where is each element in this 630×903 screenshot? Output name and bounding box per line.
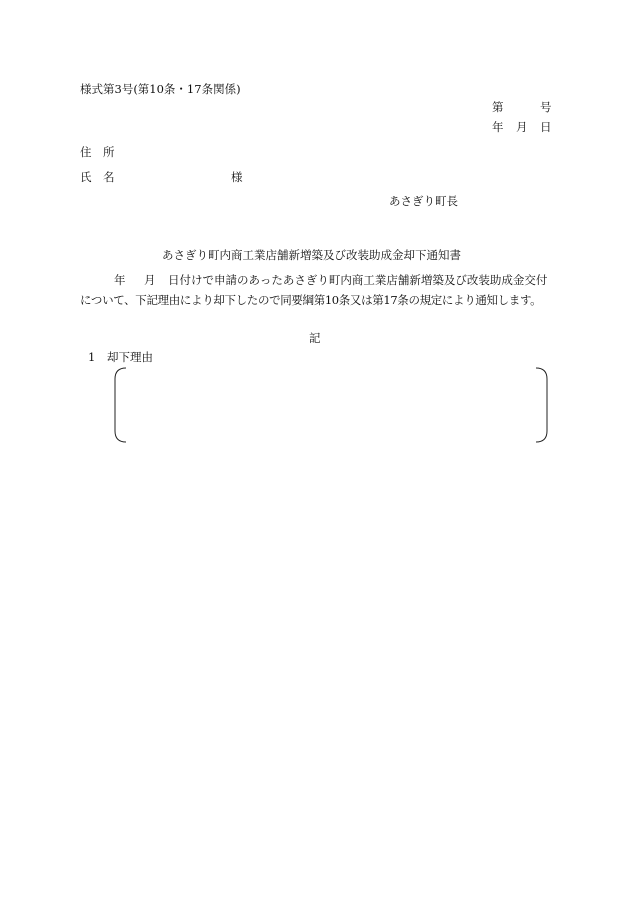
- reason-label: 却下理由: [107, 350, 153, 364]
- document-number-prefix: 第: [492, 100, 504, 114]
- right-bracket: [536, 368, 547, 442]
- honorific-sama: 様: [231, 170, 243, 184]
- name-label: 氏 名: [80, 170, 115, 184]
- document-title: あさぎり町内商工業店舗新増築及び改装助成金却下通知書: [162, 248, 461, 262]
- body-line-1: [80, 270, 552, 290]
- reason-bracket-box: [112, 366, 550, 444]
- address-label: 住 所: [80, 145, 115, 159]
- reason-number: 1: [88, 350, 96, 364]
- body-line1-text: 日付けで申請のあったあさぎり町内商工業店舗新増築及び改装助成金交付: [168, 273, 548, 287]
- body-paragraph: [80, 270, 552, 310]
- reason-brackets: [112, 366, 550, 444]
- form-label: 様式第3号(第10条・17条関係): [80, 82, 241, 96]
- left-bracket: [115, 368, 126, 442]
- body-line-2: について、下記理由により却下したので同要綱第10条又は第17条の規定により通知します。: [80, 293, 542, 307]
- document-number-suffix: 号: [540, 100, 552, 114]
- ki-heading: 記: [309, 331, 321, 345]
- sender-name: あさぎり町長: [389, 194, 458, 208]
- date-month-label: 月: [516, 120, 528, 134]
- body-line1-year: 年: [114, 273, 126, 287]
- date-day-label: 日: [540, 120, 552, 134]
- date-year-label: 年: [492, 120, 504, 134]
- body-line1-month: 月: [144, 273, 156, 287]
